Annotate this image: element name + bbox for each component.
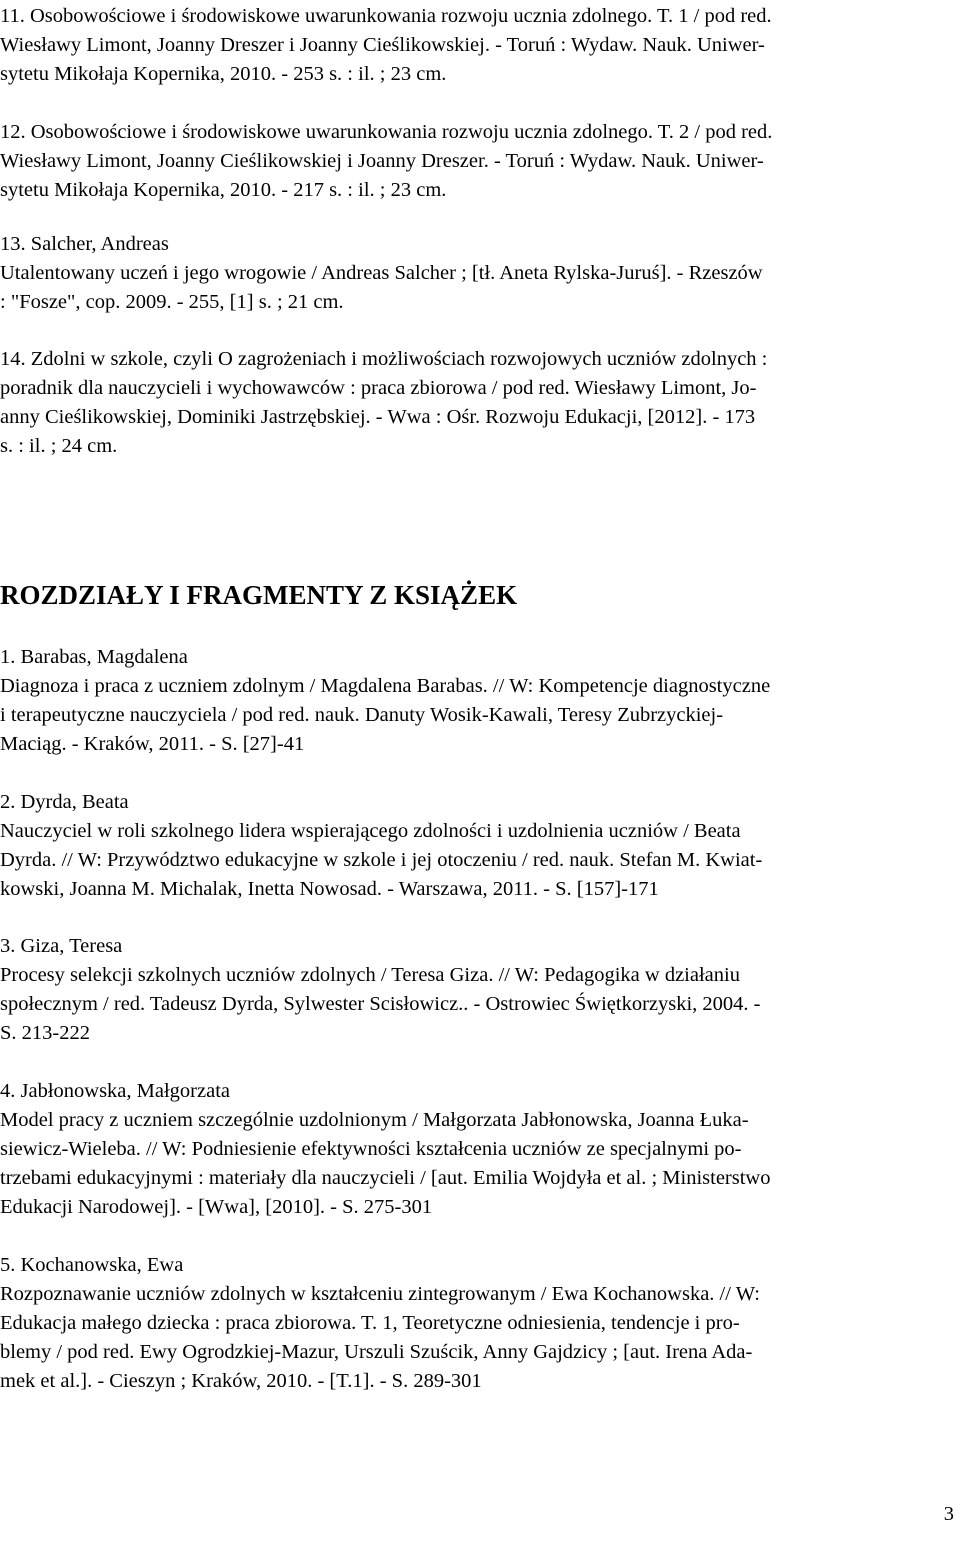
entry-line: blemy / pod red. Ewy Ogrodzkiej-Mazur, Urszuli Szuścik, Anny Gajdzicy ; [aut. Irena Ada- [0, 1341, 753, 1363]
entry-line: 14. Zdolni w szkole, czyli O zagrożeniach i możliwościach rozwojowych uczniów zdolnych : [0, 348, 768, 370]
entry-line: : "Fosze", cop. 2009. - 255, [1] s. ; 21 cm. [0, 291, 344, 313]
entry-line: Procesy selekcji szkolnych uczniów zdolnych / Teresa Giza. // W: Pedagogika w działaniu [0, 964, 740, 986]
entry-line: kowski, Joanna M. Michalak, Inetta Nowosad. - Warszawa, 2011. - S. [157]-171 [0, 878, 659, 900]
chapter-entry-1 [0, 643, 956, 759]
entry-line: sytetu Mikołaja Kopernika, 2010. - 253 s. : il. ; 23 cm. [0, 63, 447, 85]
book-entry-14 [0, 345, 956, 461]
entry-line: 12. Osobowościowe i środowiskowe uwarunkowania rozwoju ucznia zdolnego. T. 2 / pod red. [0, 121, 773, 143]
entry-line: i terapeutyczne nauczyciela / pod red. nauk. Danuty Wosik-Kawali, Teresy Zubrzyckiej- [0, 704, 724, 726]
entry-line: S. 213-222 [0, 1022, 90, 1044]
entry-line: Dyrda. // W: Przywództwo edukacyjne w szkole i jej otoczeniu / red. nauk. Stefan M. Kwiat- [0, 849, 763, 871]
entry-line: społecznym / red. Tadeusz Dyrda, Sylwester Scisłowicz.. - Ostrowiec Świętkorzyski, 2004. - [0, 993, 761, 1015]
chapter-entry-5 [0, 1251, 956, 1396]
entry-line: anny Cieślikowskiej, Dominiki Jastrzębskiej. - Wwa : Ośr. Rozwoju Edukacji, [2012]. - 173 [0, 406, 756, 428]
entry-line: s. : il. ; 24 cm. [0, 435, 118, 457]
entry-line: mek et al.]. - Cieszyn ; Kraków, 2010. - [T.1]. - S. 289-301 [0, 1370, 482, 1392]
book-entry-13 [0, 230, 956, 317]
entry-line: Edukacji Narodowej]. - [Wwa], [2010]. - S. 275-301 [0, 1196, 433, 1218]
entry-line: trzebami edukacyjnymi : materiały dla nauczycieli / [aut. Emilia Wojdyła et al. ; Ministerstwo [0, 1167, 771, 1189]
book-entry-11 [0, 2, 956, 89]
entry-line: Edukacja małego dziecka : praca zbiorowa. T. 1, Teoretyczne odniesienia, tendencje i pro- [0, 1312, 740, 1334]
entry-line: Nauczyciel w roli szkolnego lidera wspierającego zdolności i uzdolnienia uczniów / Beata [0, 820, 741, 842]
entry-line: Utalentowany uczeń i jego wrogowie / Andreas Salcher ; [tł. Aneta Rylska-Juruś]. - Rzeszów [0, 262, 763, 284]
entry-line: Diagnoza i praca z uczniem zdolnym / Magdalena Barabas. // W: Kompetencje diagnostyczne [0, 675, 771, 697]
entry-line: 5. Kochanowska, Ewa [0, 1254, 184, 1276]
entry-line: Model pracy z uczniem szczególnie uzdolnionym / Małgorzata Jabłonowska, Joanna Łuka- [0, 1109, 749, 1131]
entry-line: 2. Dyrda, Beata [0, 791, 129, 813]
page-number: 3 [943, 1503, 954, 1525]
entry-line: sytetu Mikołaja Kopernika, 2010. - 217 s. : il. ; 23 cm. [0, 179, 447, 201]
book-entry-12 [0, 118, 956, 205]
entry-line: Rozpoznawanie uczniów zdolnych w kształceniu zintegrowanym / Ewa Kochanowska. // W: [0, 1283, 760, 1305]
section-heading: ROZDZIAŁY I FRAGMENTY Z KSIĄŻEK [0, 580, 518, 610]
entry-line: 3. Giza, Teresa [0, 935, 123, 957]
entry-line: poradnik dla nauczycieli i wychowawców : praca zbiorowa / pod red. Wiesławy Limont, Jo- [0, 377, 757, 399]
entry-line: Maciąg. - Kraków, 2011. - S. [27]-41 [0, 733, 305, 755]
entry-line: 13. Salcher, Andreas [0, 233, 169, 255]
chapter-entry-2 [0, 788, 956, 904]
chapter-entry-4 [0, 1077, 956, 1222]
entry-line: siewicz-Wieleba. // W: Podniesienie efektywności kształcenia uczniów ze specjalnymi po- [0, 1138, 742, 1160]
entry-line: Wiesławy Limont, Joanny Dreszer i Joanny Cieślikowskiej. - Toruń : Wydaw. Nauk. Uniwer- [0, 34, 765, 56]
entry-line: 11. Osobowościowe i środowiskowe uwarunkowania rozwoju ucznia zdolnego. T. 1 / pod red. [0, 5, 772, 27]
entry-line: 1. Barabas, Magdalena [0, 646, 188, 668]
entry-line: Wiesławy Limont, Joanny Cieślikowskiej i Joanny Dreszer. - Toruń : Wydaw. Nauk. Uniwer- [0, 150, 764, 172]
entry-line: 4. Jabłonowska, Małgorzata [0, 1080, 230, 1102]
chapter-entry-3 [0, 932, 956, 1048]
